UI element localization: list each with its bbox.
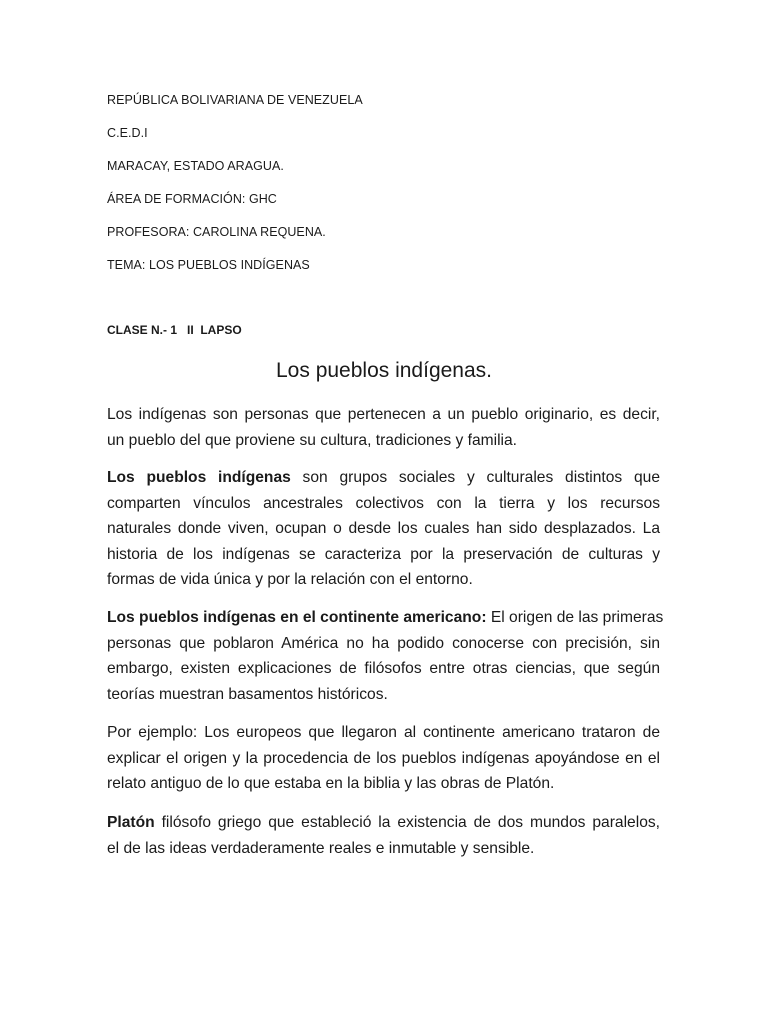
paragraph-2-line-1-text: son grupos sociales y culturales distintos que [290,469,660,486]
paragraph-2-line-1 [107,465,660,491]
paragraph-2 [107,465,660,593]
paragraph-3-bold-term: Los pueblos indígenas en el continente americano: [107,609,487,626]
paragraph-3-line-3: embargo, existen explicaciones de filósofos entre otras ciencias, que según [107,660,660,677]
paragraph-2-line-3: naturales donde viven, ocupan o desde los cuales han sido desplazados. La [107,520,660,537]
paragraph-4-line-2: explicar el origen y la procedencia de los pueblos indígenas apoyándose en el [107,749,660,767]
header-profesora: PROFESORA: CAROLINA REQUENA. [107,225,326,239]
header-republica: REPÚBLICA BOLIVARIANA DE VENEZUELA [107,93,363,107]
paragraph-3 [107,605,664,707]
paragraph-2-bold-term: Los pueblos indígenas [107,469,291,486]
class-label: CLASE N.- 1 II LAPSO [107,323,242,337]
header-area: ÁREA DE FORMACIÓN: GHC [107,192,277,206]
paragraph-2-line-5: formas de vida única y por la relación con el entorno. [107,571,473,588]
paragraph-5-bold-term: Platón [107,814,155,831]
document-title: Los pueblos indígenas. [276,359,492,382]
paragraph-1-line-1: Los indígenas son personas que pertenecen a un pueblo originario, es decir, [107,406,660,423]
paragraph-5 [107,810,660,861]
paragraph-2-line-2: comparten vínculos ancestrales colectivos con la tierra y los recursos [107,494,660,512]
paragraph-3-line-1-text: El origen de las primeras [486,609,664,626]
paragraph-4 [107,720,660,797]
paragraph-3-line-4: teorías muestran basamentos históricos. [107,685,388,703]
paragraph-2-line-4: historia de los indígenas se caracteriza por la preservación de culturas y [107,545,660,563]
paragraph-3-line-2: personas que poblaron América no ha podido conocerse con precisión, sin [107,634,660,652]
paragraph-5-line-2: el de las ideas verdaderamente reales e inmutable y sensible. [107,839,535,857]
paragraph-4-line-1: Por ejemplo: Los europeos que llegaron al continente americano trataron de [107,724,660,741]
header-location: MARACAY, ESTADO ARAGUA. [107,159,284,173]
paragraph-1-line-2: un pueblo del que proviene su cultura, tradiciones y familia. [107,431,518,449]
paragraph-1 [107,402,660,453]
paragraph-3-line-1 [107,605,664,631]
header-tema: TEMA: LOS PUEBLOS INDÍGENAS [107,258,310,272]
header-cedi: C.E.D.I [107,126,148,140]
paragraph-5-line-1-text: filósofo griego que estableció la existencia de dos mundos paralelos, [154,814,660,831]
paragraph-4-line-3: relato antiguo de lo que estaba en la biblia y las obras de Platón. [107,775,555,792]
paragraph-5-line-1 [107,810,660,836]
